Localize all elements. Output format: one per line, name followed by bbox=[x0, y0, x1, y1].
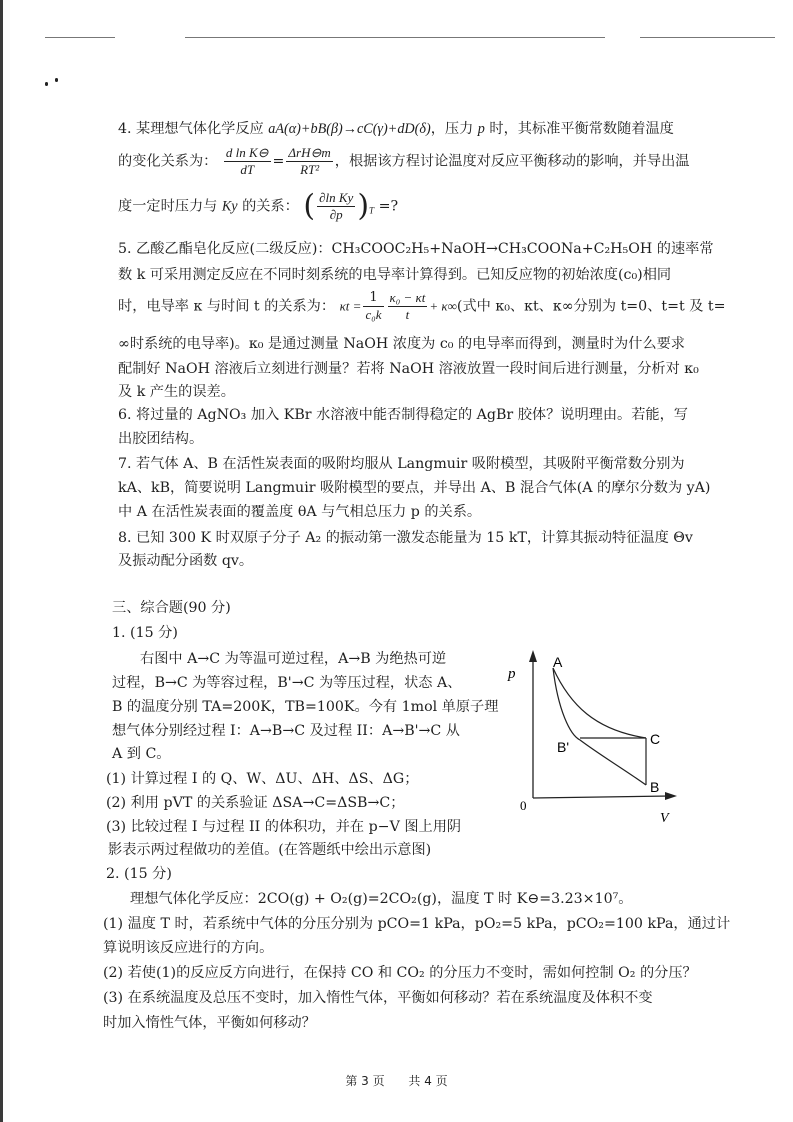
sub-question: (1) 计算过程 I 的 Q、W、ΔU、ΔH、ΔS、ΔG； bbox=[106, 771, 419, 787]
page-number: 第 3 页 bbox=[345, 1074, 385, 1088]
q8-line: 及振动配分函数 qv。 bbox=[118, 553, 254, 569]
pv-diagram bbox=[500, 640, 700, 830]
q7-line: kA、kB，简要说明 Langmuir 吸附模型的要点，并导出 A、B 混合气体(A 的摩尔分数为 yA) bbox=[118, 480, 711, 496]
q4-text: 度一定时压力与 bbox=[118, 198, 222, 215]
q4-text: ，压力 bbox=[430, 121, 478, 137]
q7-line: 中 A 在活性炭表面的覆盖度 θA 与气相总压力 p 的关系。 bbox=[118, 504, 482, 520]
left-paren: ( bbox=[303, 188, 316, 224]
fraction-numerator: ∂ln Ky bbox=[319, 190, 354, 205]
point-Bprime-label: B' bbox=[557, 739, 570, 755]
sub-question: (3) 比较过程 I 与过程 II 的体积功，并在 p−V 图上用阴 bbox=[106, 819, 462, 835]
problem-text: B 的温度分别 TA=200K，TB=100K。今有 1mol 单原子理 bbox=[112, 699, 499, 715]
sub-question: 时加入惰性气体，平衡如何移动？ bbox=[103, 1015, 316, 1031]
fraction-denominator: RT² bbox=[300, 162, 320, 177]
x-axis-arrow-icon bbox=[665, 792, 677, 800]
sub-question: (3) 在系统温度及总压不变时，加入惰性气体，平衡如何移动？若在系统温度及体积不变 bbox=[103, 990, 653, 1006]
scan-edge bbox=[0, 0, 3, 1122]
formula-conductivity-frac1 bbox=[363, 290, 383, 323]
problem-text: A 到 C。 bbox=[112, 746, 171, 762]
q5-text: 时，电导率 κ 与时间 t 的关系为： bbox=[118, 298, 336, 315]
x-axis-label: V bbox=[660, 811, 669, 826]
page-total: 共 4 页 bbox=[408, 1074, 448, 1088]
q5-line: ∞时系统的电导率)。κ₀ 是通过测量 NaOH 浓度为 c₀ 的电导率而得到，测量时为什么要求 bbox=[118, 336, 685, 352]
problem-heading: 2. (15 分) bbox=[106, 866, 172, 882]
point-A-label: A bbox=[553, 654, 563, 670]
formula-pressure-derivative bbox=[317, 190, 355, 223]
sub-question: (1) 温度 T 时，若系统中气体的分压分别为 pCO=1 kPa，pO₂=5 kPa，pCO₂=100 kPa，通过计 bbox=[103, 916, 731, 932]
y-axis-label: p bbox=[508, 666, 516, 682]
q8-line: 8. 已知 300 K 时双原子分子 A₂ 的振动第一激发态能量为 15 kT，计算其振动特征温度 Θv bbox=[118, 530, 693, 546]
problem-text: 想气体分别经过程 I：A→B→C 及过程 II：A→B'→C 从 bbox=[112, 723, 460, 739]
origin-label: 0 bbox=[520, 798, 527, 813]
header-rule bbox=[185, 37, 605, 38]
q4-text: 4. 某理想气体化学反应 bbox=[118, 121, 269, 137]
ky-symbol: Ky bbox=[221, 198, 238, 215]
kappa-infinity: + κ∞ bbox=[429, 298, 457, 314]
sub-question: 算说明该反应进行的方向。 bbox=[103, 940, 274, 956]
q4-text: 时，其标准平衡常数随着温度 bbox=[484, 121, 674, 137]
subscript-T: T bbox=[369, 205, 375, 216]
fraction-numerator: ΔrH⊖m bbox=[288, 145, 331, 160]
q5-line: 数 k 可采用测定反应在不同时刻系统的电导率计算得到。已知反应物的初始浓度(c₀)相同 bbox=[118, 267, 672, 283]
scan-speck bbox=[45, 82, 48, 86]
point-B-label: B bbox=[650, 779, 660, 795]
scan-speck bbox=[55, 78, 58, 82]
fraction-numerator: κ₀ − κt bbox=[389, 290, 426, 305]
kappa-t: κt = bbox=[339, 298, 362, 314]
q4-pressure-symbol: p bbox=[477, 121, 485, 137]
q4-text: 的关系： bbox=[237, 198, 299, 215]
equals-sign: = bbox=[272, 153, 285, 170]
formula-conductivity-frac2 bbox=[388, 290, 428, 323]
q6-line: 6. 将过量的 AgNO₃ 加入 KBr 水溶液中能否制得稳定的 AgBr 胶体？说明理由。若能，写 bbox=[118, 407, 688, 423]
fraction-denominator: t bbox=[405, 307, 410, 322]
q7-line: 7. 若气体 A、B 在活性炭表面的吸附均服从 Langmuir 吸附模型，其吸附平衡常数分别为 bbox=[118, 456, 685, 472]
sub-question: (2) 若使(1)的反应反方向进行，在保持 CO 和 CO₂ 的分压力不变时，需如何控制 O₂ 的分压？ bbox=[103, 965, 697, 981]
problem-text: 理想气体化学反应：2CO(g) + O₂(g)=2CO₂(g)，温度 T 时 K⊖=3.23×10⁷。 bbox=[130, 891, 633, 907]
sub-question: 影表示两过程做功的差值。(在答题纸中绘出示意图) bbox=[108, 842, 432, 858]
q5-line: 5. 乙酸乙酯皂化反应(二级反应)：CH₃COOC₂H₅+NaOH→CH₃COONa+C₂H₅OH 的速率常 bbox=[118, 241, 714, 257]
q5-text: (式中 κ₀、κt、κ∞分别为 t=0、t=t 及 t= bbox=[456, 298, 726, 315]
q4-text: 的变化关系为： bbox=[118, 153, 218, 170]
fraction-numerator: d ln K⊖ bbox=[225, 145, 269, 160]
q6-line: 出胶团结构。 bbox=[118, 431, 204, 447]
fraction-numerator: 1 bbox=[363, 290, 383, 307]
q4-text: =? bbox=[374, 198, 399, 215]
q4-reaction: aA(α)+bB(β)→cC(γ)+dD(δ) bbox=[268, 121, 431, 137]
q4-text: ，根据该方程讨论温度对反应平衡移动的影响，并导出温 bbox=[334, 153, 690, 170]
q5-line: 及 k 产生的误差。 bbox=[118, 384, 235, 400]
section-title: 三、综合题(90 分) bbox=[112, 600, 231, 616]
right-paren: ) bbox=[357, 188, 370, 224]
q5-line: 配制好 NaOH 溶液后立刻进行测量？若将 NaOH 溶液放置一段时间后进行测量，分析对 κ₀ bbox=[118, 361, 699, 377]
fraction-denominator: dT bbox=[240, 162, 255, 177]
isotherm-curve-A-C bbox=[553, 668, 646, 738]
header-rule bbox=[45, 37, 115, 38]
adiabat-curve-A-B bbox=[553, 668, 646, 785]
formula-vant-hoff-rhs bbox=[286, 145, 332, 178]
pv-diagram-svg bbox=[500, 640, 700, 830]
point-C-label: C bbox=[650, 731, 661, 747]
y-axis-arrow-icon bbox=[529, 650, 537, 662]
sub-question: (2) 利用 pVT 的关系验证 ΔSA→C=ΔSB→C； bbox=[106, 795, 405, 811]
x-axis bbox=[533, 796, 670, 798]
problem-text: 右图中 A→C 为等温可逆过程，A→B 为绝热可逆 bbox=[140, 651, 447, 667]
header-rule bbox=[640, 37, 775, 38]
page-footer bbox=[0, 1072, 793, 1089]
fraction-denominator: ∂p bbox=[329, 207, 343, 222]
formula-vant-hoff-lhs bbox=[224, 145, 271, 178]
fraction-denominator: c₀k bbox=[365, 307, 382, 322]
problem-text: 过程，B→C 为等容过程，B'→C 为等压过程，状态 A、 bbox=[112, 675, 462, 691]
problem-heading: 1. (15 分) bbox=[112, 625, 178, 641]
